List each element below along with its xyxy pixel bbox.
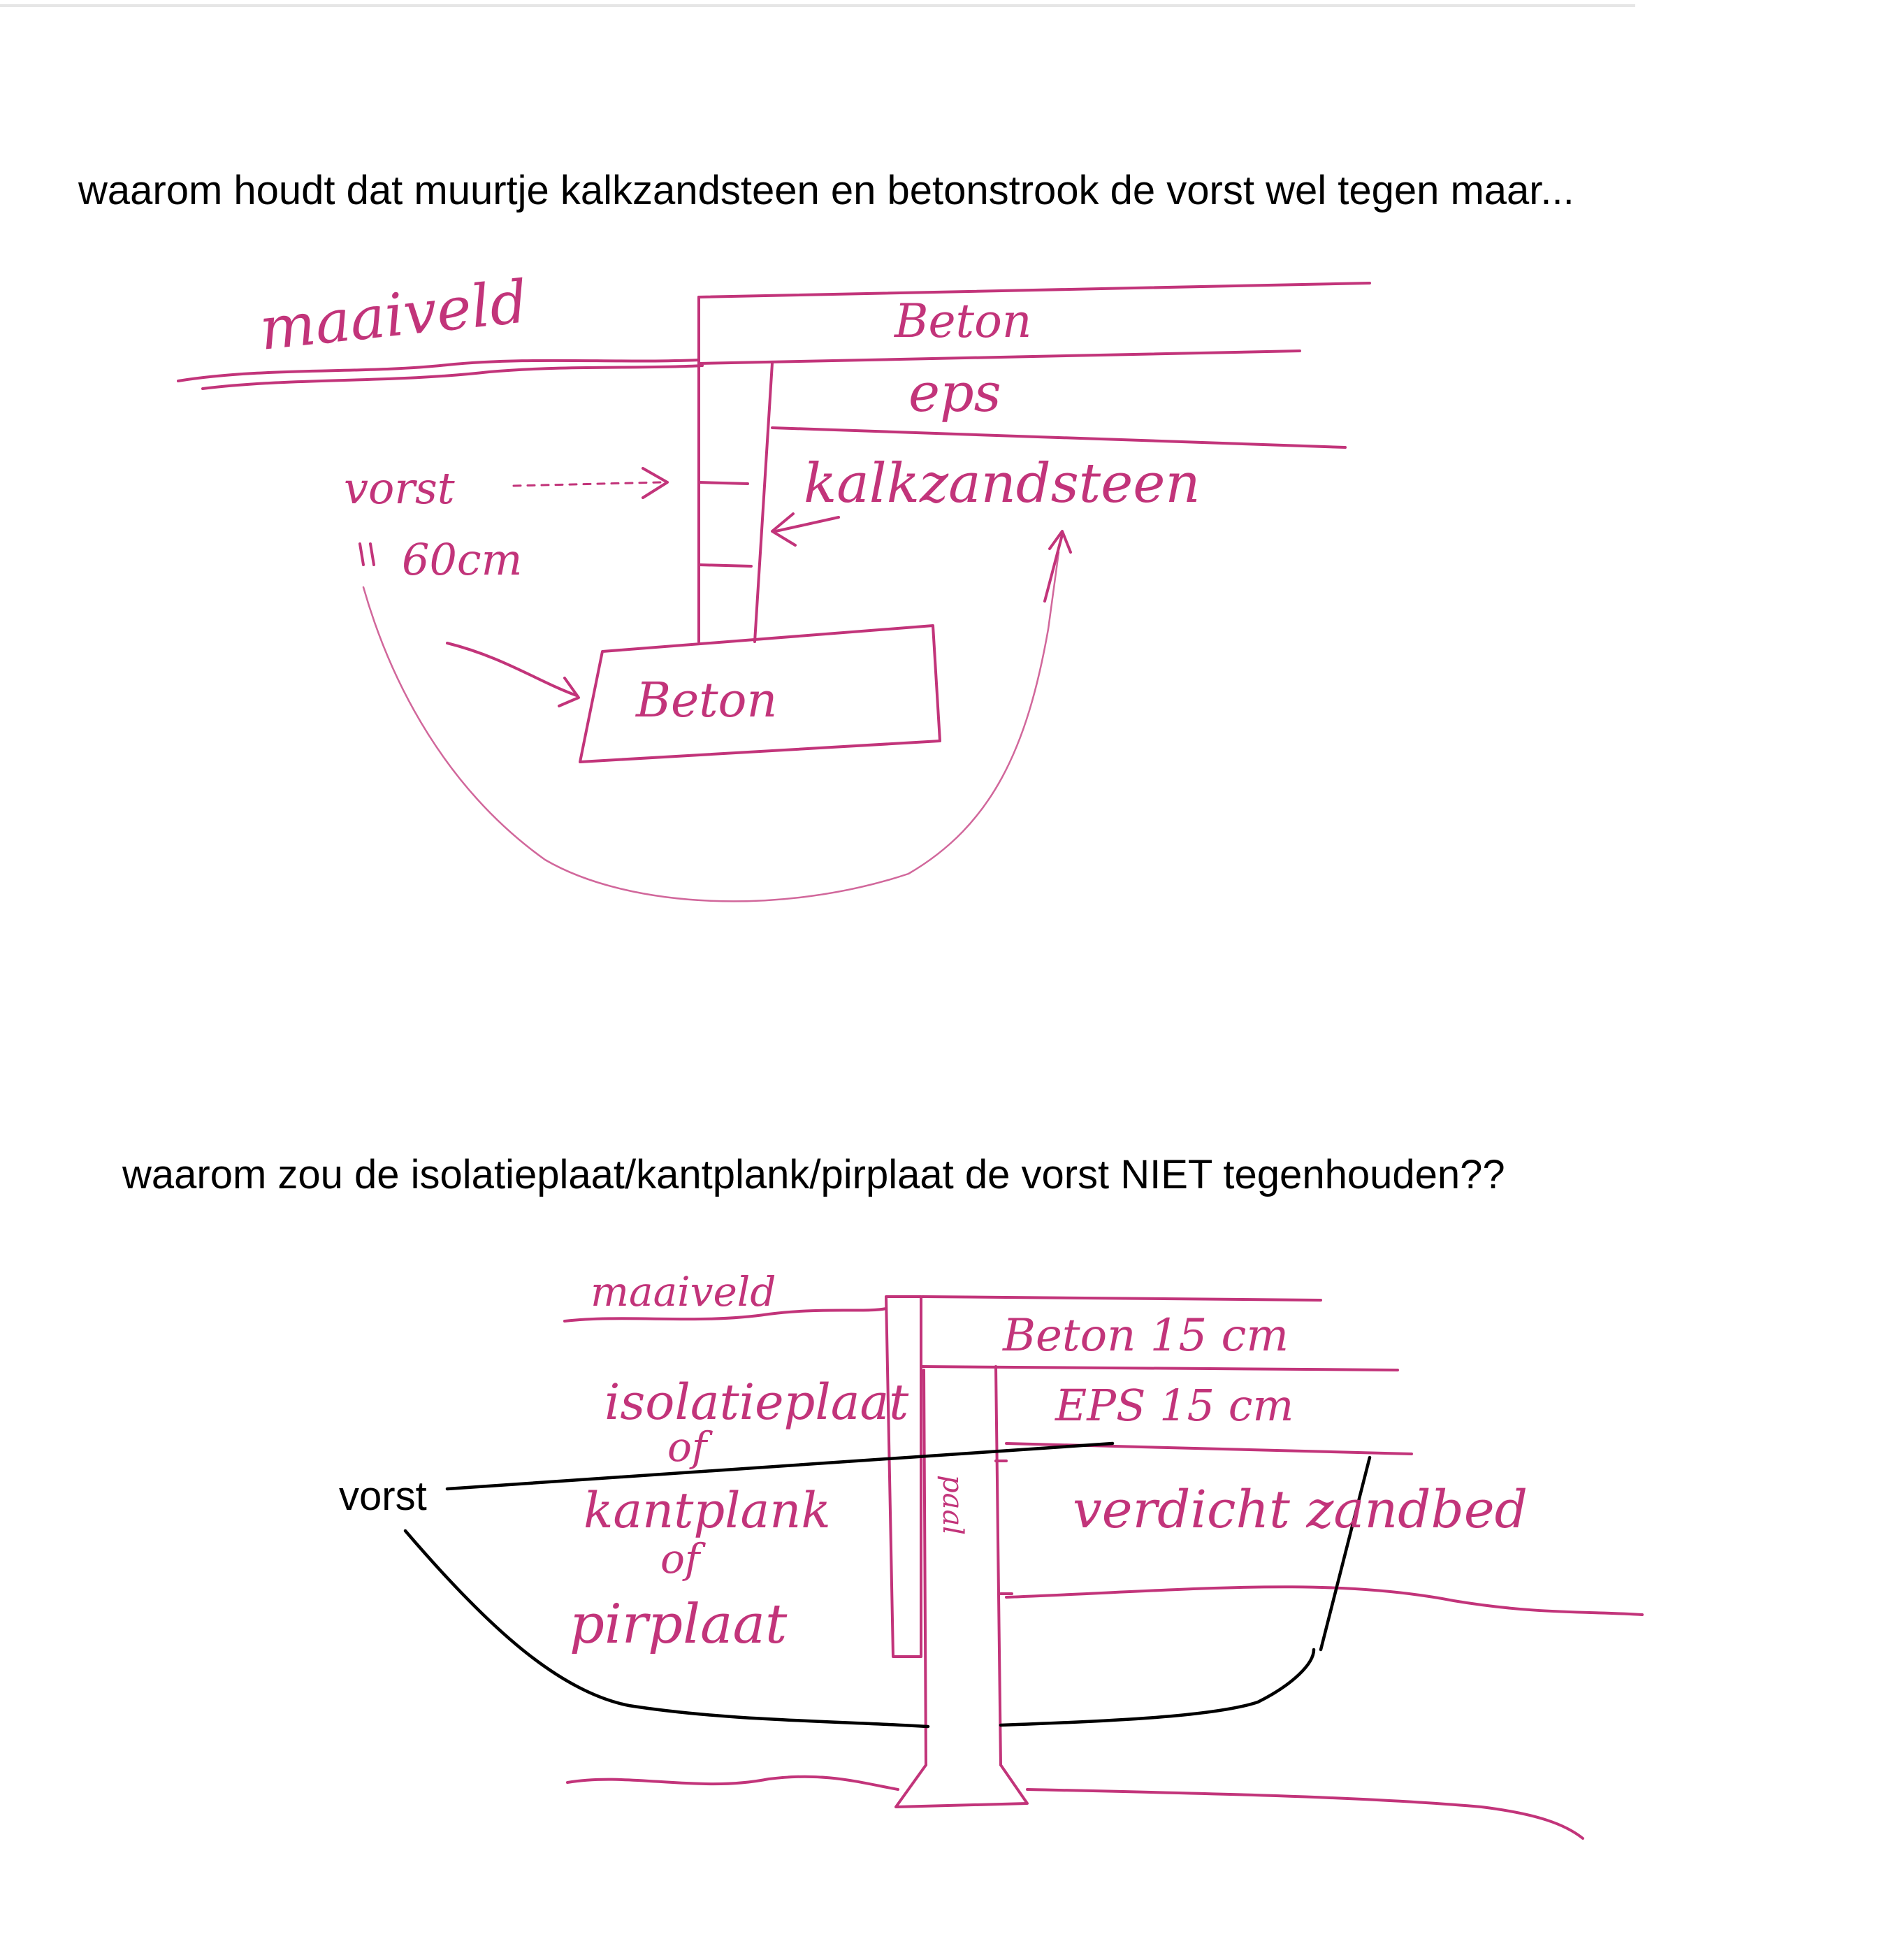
- sketch-1-beton-strip-label: Beton: [636, 673, 778, 728]
- sketch-2-eps-label: EPS 15 cm: [1055, 1380, 1294, 1431]
- sketch-2-zandbed-line: [1006, 1587, 1642, 1615]
- sketch-1-beton-top-label: Beton: [894, 294, 1032, 348]
- sketch-2-isolatieplaat-label: isolatieplaat: [604, 1374, 909, 1431]
- sketch-1-maaiveld-label: maaiveld: [256, 267, 531, 363]
- sketch-1-ground-line: [178, 360, 699, 381]
- sketch-2-frost-curve-right: [1001, 1650, 1314, 1725]
- sketch-2-pile-base: [896, 1765, 1027, 1807]
- sketch-2-pile-right: [996, 1367, 1001, 1765]
- sketch-1-vorst-label: vorst: [344, 463, 455, 514]
- sketch-1-wall-joint-1: [699, 482, 748, 484]
- sketch-1-depth-label: 60cm: [402, 534, 523, 585]
- sketch-1-wall-right: [755, 363, 772, 642]
- sketch-2-deep-ground-right: [1027, 1789, 1583, 1838]
- sketch-2-pile-left: [924, 1370, 926, 1765]
- sketch-2-beton-label: Beton 15 cm: [1003, 1310, 1289, 1362]
- sketch-1-labels: [256, 267, 1201, 728]
- sketch-2-vorst-label: vorst: [339, 1473, 427, 1519]
- sketch-1-depth-marks: [360, 544, 374, 565]
- sketch-1-eps-bottom: [772, 428, 1345, 447]
- question-2-text: waarom zou de isolatieplaat/kantplank/pirplaat de vorst NIET tegenhouden??: [122, 1152, 1505, 1197]
- sketch-1-slab-top: [699, 283, 1370, 297]
- sketch-2-of-label-1: of: [667, 1423, 707, 1471]
- sketch-1-vorst-arrow: [514, 482, 660, 486]
- sketch-2-of-label-2: of: [660, 1535, 700, 1583]
- sketch-2-slab-bottom: [922, 1367, 1398, 1370]
- sketch-2-labels: [570, 1268, 1528, 1656]
- sketch-2-slab-top: [922, 1297, 1321, 1300]
- sketch-1-eps-label: eps: [908, 361, 1001, 424]
- sketch-1-ground-line-2: [203, 366, 702, 389]
- question-1-text: waarom houdt dat muurtje kalkzandsteen en betonstrook de vorst wel tegen maar...: [78, 168, 1574, 213]
- sketch-2-deep-ground: [567, 1777, 898, 1789]
- sketch-1-arrow-to-beton: [447, 643, 577, 696]
- sketch-2-zandbed-label: verdicht zandbed: [1073, 1480, 1528, 1540]
- sketch-2-pirplaat-label: pirplaat: [570, 1593, 788, 1656]
- sketch-1: [178, 283, 1370, 901]
- sketch-1-kalkzandsteen-label: kalkzandsteen: [804, 452, 1201, 515]
- sketch-1-wall-joint-2: [699, 565, 751, 566]
- sketch-2-maaiveld-label: maaiveld: [591, 1268, 776, 1316]
- sketch-2-paal-label: paal: [936, 1475, 969, 1536]
- sketch-2-board: [886, 1297, 921, 1657]
- sketch-2-kantplank-label: kantplank: [584, 1482, 831, 1539]
